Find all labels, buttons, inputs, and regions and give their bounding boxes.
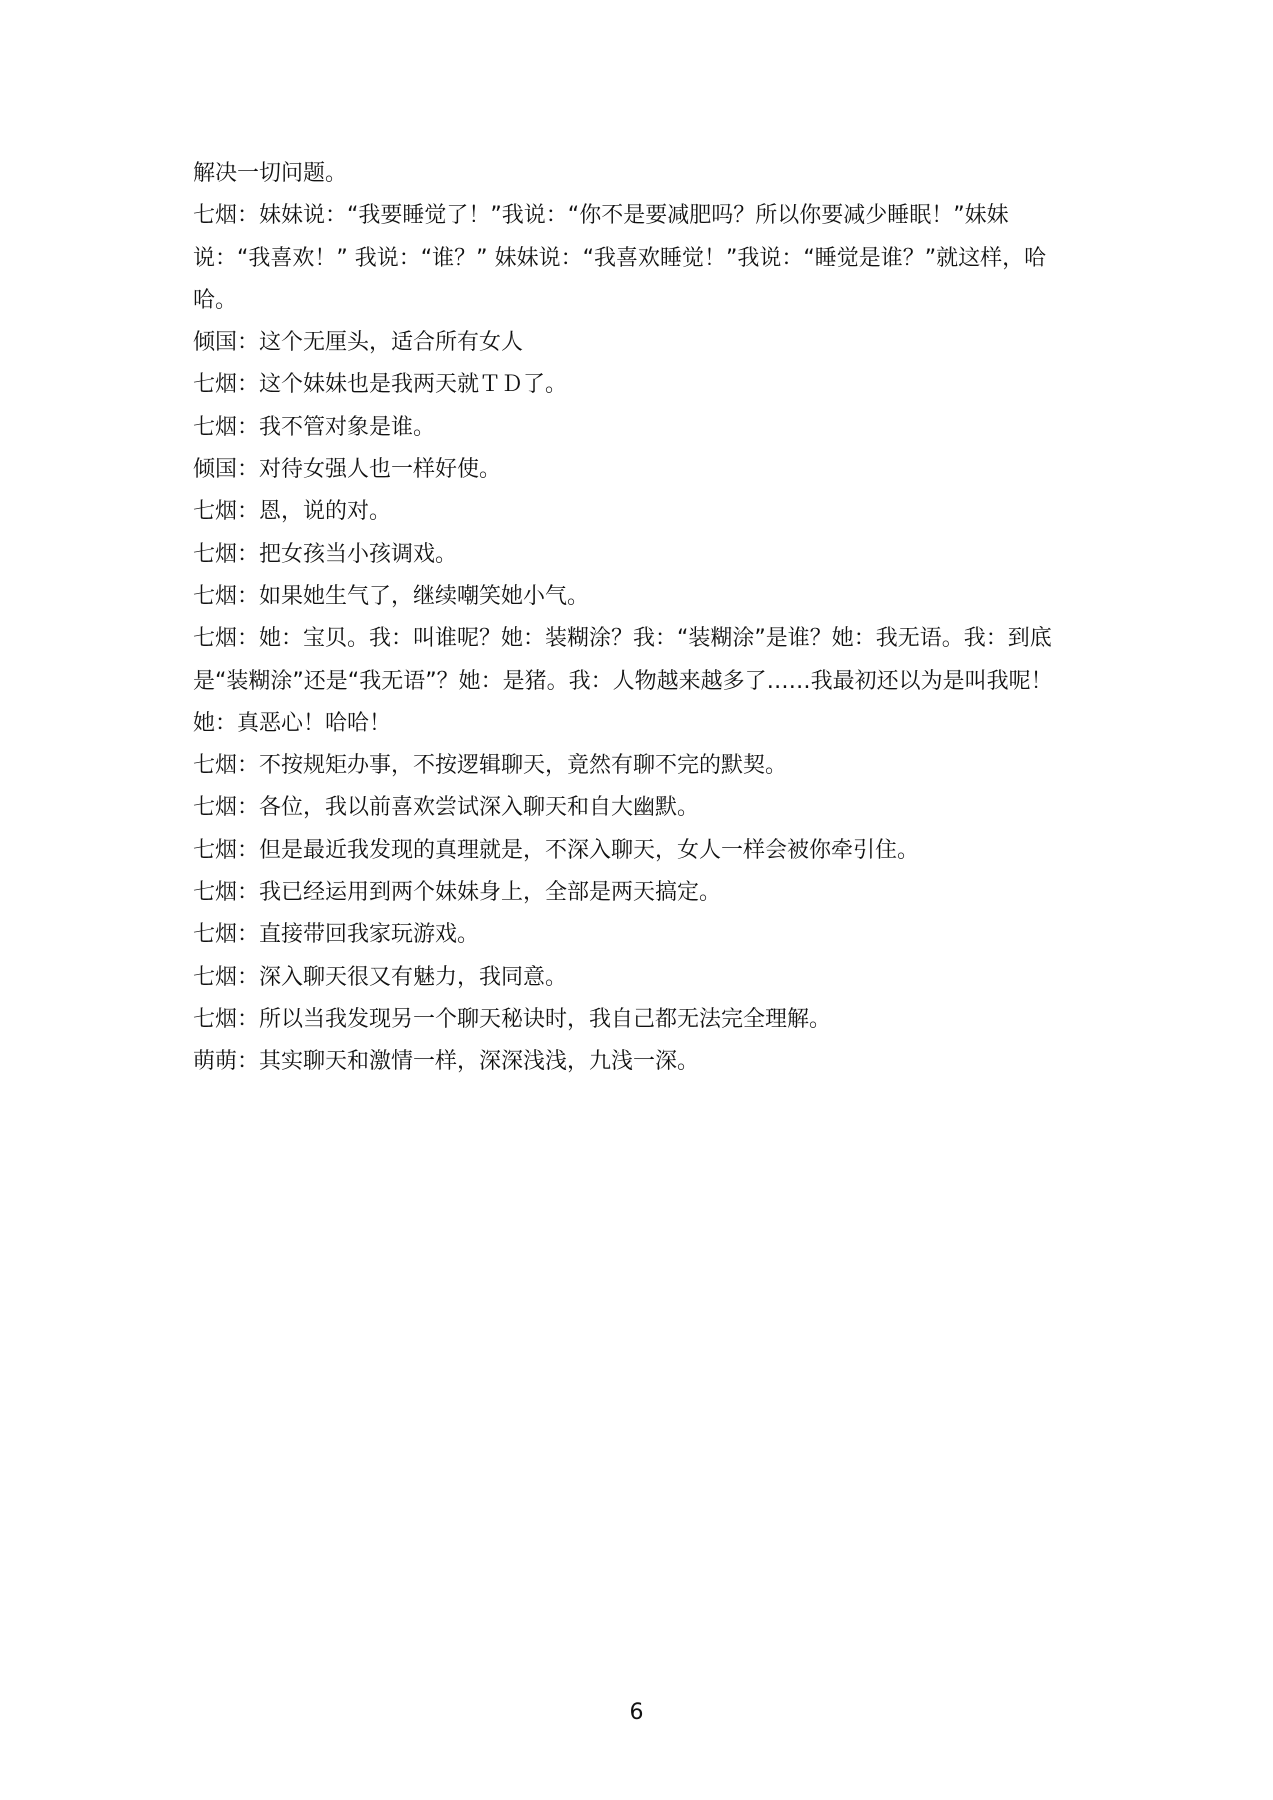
paragraph: 七烟：如果她生气了，继续嘲笑她小气。 (193, 583, 590, 609)
paragraph: 七烟：但是最近我发现的真理就是，不深入聊天，女人一样会被你牵引住。 (193, 837, 920, 863)
page-number: 6 (629, 1700, 644, 1725)
paragraph: 七烟：她：宝贝。我：叫谁呢？她：装糊涂？我：“装糊涂”是谁？她：我无语。我：到底是“装糊涂”还是“我无语”？她：是猪。我：人物越来越多了……我最初还以为是叫我呢！她：真恶心！哈哈！ (193, 626, 1053, 736)
paragraph: 七烟：不按规矩办事，不按逻辑聊天，竟然有聊不完的默契。 (193, 753, 788, 779)
paragraph: 七烟：各位，我以前喜欢尝试深入聊天和自大幽默。 (193, 795, 700, 821)
document-body (193, 153, 1073, 1084)
paragraph: 七烟：恩，说的对。 (193, 499, 392, 525)
paragraph: 七烟：把女孩当小孩调戏。 (193, 541, 458, 567)
paragraph: 七烟：我不管对象是谁。 (193, 414, 436, 440)
paragraph: 萌萌：其实聊天和激情一样，深深浅浅，九浅一深。 (193, 1049, 700, 1075)
paragraph: 七烟：妹妹说：“我要睡觉了！”我说：“你不是要减肥吗？所以你要减少睡眠！”妹妹说：“我喜欢！” 我说：“谁？” 妹妹说：“我喜欢睡觉！”我说：“睡觉是谁？”就这样，哈哈。 (193, 203, 1047, 313)
paragraph: 七烟：所以当我发现另一个聊天秘诀时，我自己都无法完全理解。 (193, 1006, 832, 1032)
paragraph: 倾国：对待女强人也一样好使。 (193, 457, 502, 483)
paragraph: 倾国：这个无厘头，适合所有女人 (193, 330, 524, 356)
paragraph: 解决一切问题。 (193, 161, 348, 186)
paragraph: 七烟：直接带回我家玩游戏。 (193, 922, 480, 948)
paragraph: 七烟：这个妹妹也是我两天就ＴＤ了。 (193, 372, 568, 398)
paragraph: 七烟：我已经运用到两个妹妹身上，全部是两天搞定。 (193, 880, 722, 906)
paragraph: 七烟：深入聊天很又有魅力，我同意。 (193, 964, 568, 990)
